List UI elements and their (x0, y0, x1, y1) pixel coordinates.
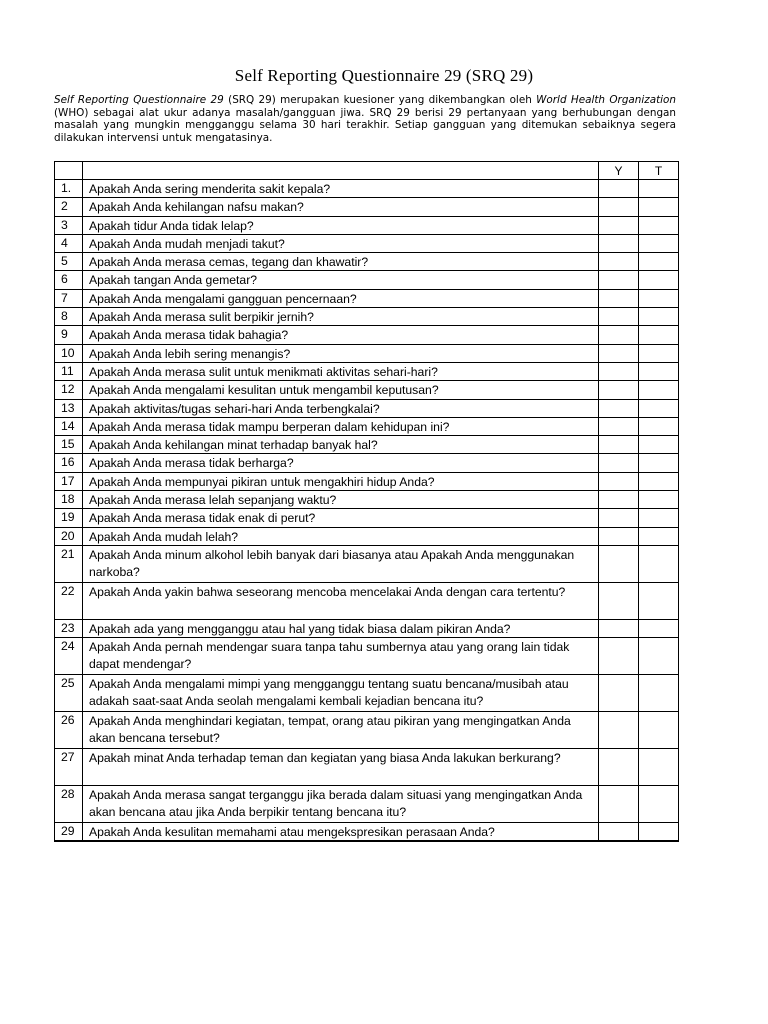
table-row (55, 472, 679, 490)
table-row (55, 289, 679, 307)
question-text: Apakah Anda menghindari kegiatan, tempat, orang atau pikiran yang mengingatkan Anda akan bencana tersebut? (83, 712, 599, 749)
table-row (55, 381, 679, 399)
answer-y-cell[interactable] (599, 198, 639, 216)
question-text: Apakah Anda kesulitan memahami atau mengekspresikan perasaan Anda? (83, 823, 599, 842)
question-text: Apakah minat Anda terhadap teman dan kegiatan yang biasa Anda lakukan berkurang? (83, 749, 599, 786)
question-number: 18 (55, 491, 83, 509)
question-text: Apakah Anda yakin bahwa seseorang mencoba mencelakai Anda dengan cara tertentu? (83, 582, 599, 619)
question-number: 6 (55, 271, 83, 289)
table-row (55, 582, 679, 619)
question-text: Apakah Anda mudah menjadi takut? (83, 234, 599, 252)
table-row (55, 344, 679, 362)
question-number: 14 (55, 417, 83, 435)
question-text: Apakah Anda minum alkohol lebih banyak dari biasanya atau Apakah Anda menggunakan narkoba? (83, 545, 599, 582)
table-row (55, 638, 679, 675)
question-text: Apakah Anda kehilangan minat terhadap banyak hal? (83, 436, 599, 454)
question-number: 22 (55, 582, 83, 619)
answer-y-cell[interactable] (599, 823, 639, 842)
question-text: Apakah aktivitas/tugas sehari-hari Anda terbengkalai? (83, 399, 599, 417)
question-text: Apakah Anda merasa cemas, tegang dan khawatir? (83, 253, 599, 271)
answer-t-cell[interactable] (639, 638, 679, 675)
answer-y-cell[interactable] (599, 436, 639, 454)
question-number: 10 (55, 344, 83, 362)
answer-y-cell[interactable] (599, 527, 639, 545)
header-number-cell (55, 162, 83, 180)
answer-y-cell[interactable] (599, 399, 639, 417)
question-number: 9 (55, 326, 83, 344)
question-number: 24 (55, 638, 83, 675)
question-text: Apakah Anda merasa tidak enak di perut? (83, 509, 599, 527)
answer-t-cell[interactable] (639, 436, 679, 454)
table-row (55, 675, 679, 712)
question-number: 11 (55, 362, 83, 380)
answer-y-cell[interactable] (599, 308, 639, 326)
table-row (55, 491, 679, 509)
answer-t-cell[interactable] (639, 234, 679, 252)
question-number: 3 (55, 216, 83, 234)
question-number: 4 (55, 234, 83, 252)
question-text: Apakah Anda sering menderita sakit kepala? (83, 180, 599, 198)
answer-y-cell[interactable] (599, 454, 639, 472)
answer-t-cell[interactable] (639, 545, 679, 582)
answer-t-cell[interactable] (639, 491, 679, 509)
table-row (55, 271, 679, 289)
answer-y-cell[interactable] (599, 582, 639, 619)
table-row (55, 619, 679, 637)
question-number: 21 (55, 545, 83, 582)
question-text: Apakah ada yang mengganggu atau hal yang tidak biasa dalam pikiran Anda? (83, 619, 599, 637)
answer-y-cell[interactable] (599, 509, 639, 527)
answer-y-cell[interactable] (599, 638, 639, 675)
question-number: 23 (55, 619, 83, 637)
table-row (55, 399, 679, 417)
answer-y-cell[interactable] (599, 749, 639, 786)
table-row (55, 786, 679, 823)
answer-y-cell[interactable] (599, 234, 639, 252)
answer-y-cell[interactable] (599, 786, 639, 823)
questionnaire-rows (55, 180, 679, 842)
question-number: 16 (55, 454, 83, 472)
question-number: 29 (55, 823, 83, 842)
answer-y-cell[interactable] (599, 545, 639, 582)
table-row (55, 326, 679, 344)
question-number: 13 (55, 399, 83, 417)
question-number: 7 (55, 289, 83, 307)
question-number: 27 (55, 749, 83, 786)
answer-t-cell[interactable] (639, 344, 679, 362)
table-row (55, 180, 679, 198)
answer-y-cell[interactable] (599, 417, 639, 435)
answer-t-cell[interactable] (639, 399, 679, 417)
answer-t-cell[interactable] (639, 527, 679, 545)
answer-t-cell[interactable] (639, 308, 679, 326)
answer-t-cell[interactable] (639, 326, 679, 344)
question-number: 19 (55, 509, 83, 527)
question-text: Apakah Anda merasa tidak bahagia? (83, 326, 599, 344)
table-row (55, 362, 679, 380)
header-t: T (639, 162, 679, 180)
table-row (55, 545, 679, 582)
question-number: 20 (55, 527, 83, 545)
answer-t-cell[interactable] (639, 271, 679, 289)
document-title: Self Reporting Questionnaire 29 (SRQ 29) (234, 66, 534, 85)
table-row (55, 749, 679, 786)
table-row (55, 436, 679, 454)
table-row (55, 823, 679, 842)
table-row (55, 417, 679, 435)
answer-y-cell[interactable] (599, 362, 639, 380)
question-number: 8 (55, 308, 83, 326)
table-row (55, 527, 679, 545)
question-text: Apakah Anda merasa sangat terganggu jika berada dalam situasi yang mengingatkan Anda akan bencana atau jika Anda berpikir tentang bencana itu? (83, 786, 599, 823)
answer-y-cell[interactable] (599, 216, 639, 234)
question-text: Apakah Anda merasa tidak berharga? (83, 454, 599, 472)
question-number: 25 (55, 675, 83, 712)
question-text: Apakah Anda mengalami mimpi yang mengganggu tentang suatu bencana/musibah atau adakah saat-saat Anda seolah mengalami kembali kejadian bencana itu? (83, 675, 599, 712)
answer-t-cell[interactable] (639, 749, 679, 786)
header-question-cell (83, 162, 599, 180)
question-text: Apakah Anda lebih sering menangis? (83, 344, 599, 362)
answer-t-cell[interactable] (639, 417, 679, 435)
question-text: Apakah Anda merasa lelah sepanjang waktu? (83, 491, 599, 509)
question-text: Apakah Anda mudah lelah? (83, 527, 599, 545)
answer-t-cell[interactable] (639, 712, 679, 749)
answer-y-cell[interactable] (599, 491, 639, 509)
answer-y-cell[interactable] (599, 381, 639, 399)
question-number: 5 (55, 253, 83, 271)
intro-text-1: (SRQ 29) merupakan kuesioner yang dikembangkan oleh (223, 94, 537, 106)
question-text: Apakah Anda mengalami kesulitan untuk mengambil keputusan? (83, 381, 599, 399)
question-number: 26 (55, 712, 83, 749)
answer-t-cell[interactable] (639, 472, 679, 490)
answer-t-cell[interactable] (639, 381, 679, 399)
answer-t-cell[interactable] (639, 253, 679, 271)
answer-t-cell[interactable] (639, 362, 679, 380)
table-row (55, 198, 679, 216)
intro-questionnaire-name: Self Reporting Questionnaire 29 (54, 94, 224, 106)
question-text: Apakah Anda merasa tidak mampu berperan dalam kehidupan ini? (83, 417, 599, 435)
answer-y-cell[interactable] (599, 344, 639, 362)
question-text: Apakah Anda merasa sulit berpikir jernih? (83, 308, 599, 326)
question-number: 17 (55, 472, 83, 490)
answer-y-cell[interactable] (599, 619, 639, 637)
table-header-row (55, 162, 679, 180)
answer-y-cell[interactable] (599, 271, 639, 289)
answer-y-cell[interactable] (599, 326, 639, 344)
intro-organization-name: World Health Organization (536, 94, 676, 106)
question-text: Apakah tidur Anda tidak lelap? (83, 216, 599, 234)
question-number: 12 (55, 381, 83, 399)
question-number: 2 (55, 198, 83, 216)
answer-y-cell[interactable] (599, 712, 639, 749)
answer-t-cell[interactable] (639, 823, 679, 842)
table-row (55, 216, 679, 234)
table-row (55, 253, 679, 271)
answer-y-cell[interactable] (599, 289, 639, 307)
answer-t-cell[interactable] (639, 582, 679, 619)
answer-y-cell[interactable] (599, 472, 639, 490)
table-row (55, 454, 679, 472)
question-text: Apakah Anda pernah mendengar suara tanpa tahu sumbernya atau yang orang lain tidak dapat mendengar? (83, 638, 599, 675)
question-text: Apakah Anda merasa sulit untuk menikmati aktivitas sehari-hari? (83, 362, 599, 380)
answer-t-cell[interactable] (639, 619, 679, 637)
intro-text-2: (WHO) sebagai alat ukur adanya masalah/gangguan jiwa. SRQ 29 berisi 29 pertanyaan yang berhubungan dengan masalah yang mungkin mengganggu selama 30 hari terakhir. Setiap gangguan yang ditemukan sebaiknya segera dilakukan intervensi untuk mengatasinya. (54, 106, 676, 144)
answer-t-cell[interactable] (639, 786, 679, 823)
table-row (55, 509, 679, 527)
answer-t-cell[interactable] (639, 289, 679, 307)
question-text: Apakah Anda mempunyai pikiran untuk mengakhiri hidup Anda? (83, 472, 599, 490)
header-y: Y (599, 162, 639, 180)
question-number: 1. (55, 180, 83, 198)
question-number: 28 (55, 786, 83, 823)
answer-y-cell[interactable] (599, 180, 639, 198)
answer-t-cell[interactable] (639, 198, 679, 216)
answer-t-cell[interactable] (639, 216, 679, 234)
question-number: 15 (55, 436, 83, 454)
question-text: Apakah Anda mengalami gangguan pencernaan? (83, 289, 599, 307)
answer-t-cell[interactable] (639, 675, 679, 712)
answer-t-cell[interactable] (639, 509, 679, 527)
intro-paragraph (54, 94, 676, 144)
answer-t-cell[interactable] (639, 180, 679, 198)
question-text: Apakah Anda kehilangan nafsu makan? (83, 198, 599, 216)
answer-t-cell[interactable] (639, 454, 679, 472)
table-row (55, 712, 679, 749)
table-row (55, 234, 679, 252)
questionnaire-table (54, 161, 679, 842)
answer-y-cell[interactable] (599, 253, 639, 271)
question-text: Apakah tangan Anda gemetar? (83, 271, 599, 289)
answer-y-cell[interactable] (599, 675, 639, 712)
table-row (55, 308, 679, 326)
